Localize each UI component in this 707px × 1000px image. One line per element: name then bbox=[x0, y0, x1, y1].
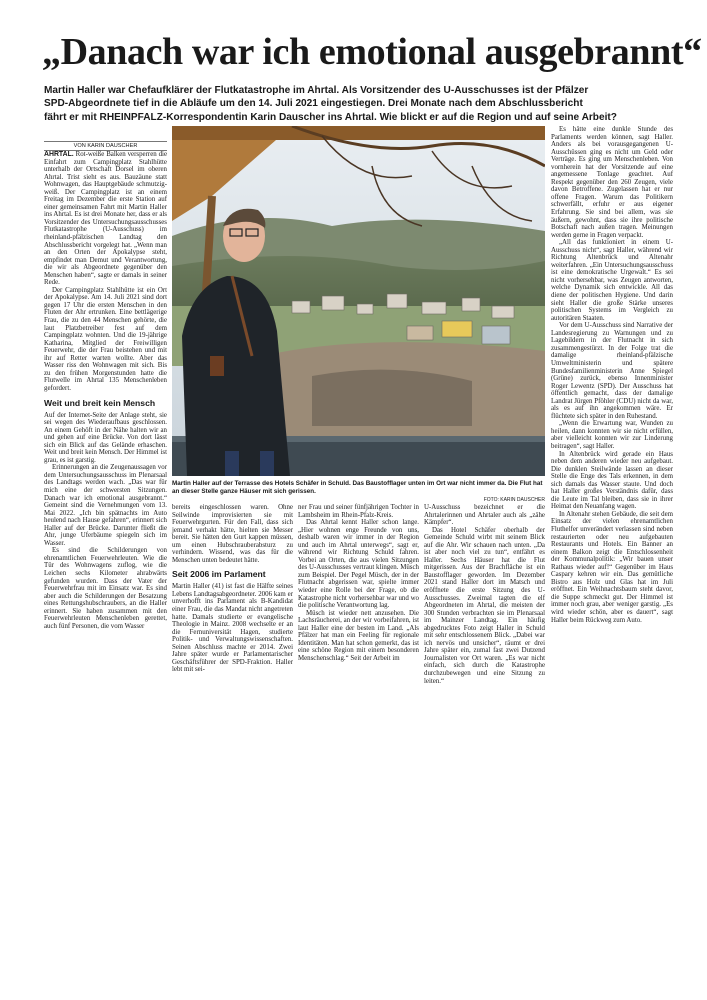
lead-line: SPD-Abgeordnete tief in die Abläufe um den 14. Juli 2021 eingestiegen. Drei Monate nach dem Abschlussbericht bbox=[44, 98, 583, 110]
article-photo bbox=[172, 126, 545, 476]
lead-line: fährt er mit RHEINPFALZ-Korrespondentin Karin Dauscher ins Ahrtal. Wie blickt er auf die Region und auf seine Arbeit? bbox=[44, 111, 617, 123]
article-column-3 bbox=[298, 504, 419, 662]
article-column-5 bbox=[551, 126, 673, 624]
paragraph: bereits eingeschlossen waren. Ohne Seilwinde improvisierten sie mit Feuerwehrgurten. Für den Fall, dass sich jemand verhakt hätte, hielten sie Messer bereit. Sie hätten den Gurt kappen müssen, um einen Hubschrauberabsturz zu verhindern. Wissend, was das für die Menschen unten bedeutet hätte. bbox=[172, 504, 293, 564]
paragraph: Martin Haller (41) ist fast die Hälfte seines Lebens Landtagsabgeordneter. 2006 kam er unverhofft ins Parlament als B-Kandidat einer Frau, die das Mandat nicht angetreten hatte. Damals studierte er evangelische Theologie in Mainz. 2008 wechselte er an die Fernuniversität Hagen, studierte Politik- und Verwaltungswissenschaften. Seinen Abschluss machte er 2014. Zwei Jahre später wurde er Parlamentarischer Geschäftsführer der SPD-Fraktion. Haller lebt mit sei- bbox=[172, 583, 293, 674]
dateline: AHRTAL. bbox=[44, 151, 74, 158]
subheading: Seit 2006 im Parlament bbox=[172, 569, 266, 580]
paragraph: ner Frau und seiner fünfjährigen Tochter in Lambsheim im Rhein-Pfalz-Kreis. bbox=[298, 504, 419, 519]
paragraph: „All das funktioniert in einem U-Ausschuss nicht“, sagt Haller, während wir Richtung Altenbrück und Altenahr weiterfahren. „Ein Untersuchungsausschuss ist eine demokratische Urgewalt.“ Es sei nicht vorhersehbar, was Zeugen antworten, welche Dynamik sich entwickle. All das diene der politischen Hygiene. Und darin sieht Haller die große Stärke unseres politischen Systems im Vergleich zu autoritären Staaten. bbox=[551, 239, 673, 322]
paragraph-text: Rot-weiße Balken versperren die Einfahrt zum Campingplatz Stahlhütte unterhalb der Ortschaft Dorsel im oberen Ahrtal. Trist sieht es aus. Bauzäune statt Wohnwagen, das Hauptgebäude schmutzig-weiß. Der Campingplatz ist an einem Freitag im Dezember die erste Station auf einer gemeinsamen Fahrt mit Martin Haller ins Ahrtal. Es ist drei Monate her, dass er als Vorsitzender des Untersuchungsausschusses Flutkatastrophe (U-Ausschuss) im rheinland-pfälzischen Landtag den Abschlussbericht vorgelegt hat. „Wenn man an den Orten der Apokalypse steht, empfindet man Demut und Verantwortung, die wir als Abgeordnete gegenüber den Menschen haben“, sagte er damals in seiner Rede. bbox=[44, 151, 167, 287]
paragraph: Vor dem U-Ausschuss sind Narrative der Landesregierung zu Warnungen und zu Lagebildern in der Flutnacht in sich zusammengestürzt. In der Folge trat die damalige rheinland-pfälzische Umweltministerin und spätere Bundesfamilienministerin Anne Spiegel (Grüne) zurück, ebenso Innenminister Roger Lewentz (SPD). Der Ausschuss hat öffentlich gemacht, dass der damalige Landrat Jürgen Pföhler (CDU) nicht da war, als es auf ihn angekommen wäre. Er flüchtete sich später in den Ruhestand. bbox=[551, 322, 673, 420]
paragraph: Der Campingplatz Stahlhütte ist ein Ort der Apokalypse. Am 14. Juli 2021 sind dort gegen 17 Uhr die ersten Menschen in den Fluten der Ahr ertrunken. Eine bettlägerige Frau, die zu den 44 Menschen gehörte, die laut Platzbetreiber fest auf dem Campingplatz wohnten. Und die 19-jährige Katharina, Mitglied der Freiwilligen Feuerwehr, die der Frau beistehen und mit ihr auf Retter warten wollte. Aber das Wasser riss den Wohnwagen mit sich. Bis zu den frühen Morgenstunden hatte die Flutwelle im Ahrtal 135 Menschenleben gefordert. bbox=[44, 286, 167, 392]
paragraph: Es hätte eine dunkle Stunde des Parlaments werden können, sagt Haller. Anders als bei vorausgegangenen U-Ausschüssen ging es nicht um Geld oder Verträge. Es ging um Menschenleben. Von vornherein hat der Vorsitzende auf eine angemessene Tonlage geachtet. Auf Respekt gegenüber den 260 Zeugen, viele davon Betroffene. Zugelassen hat er nur offene Fragen. Warum das Politikern schwerfällt, erfuhr er aus eigener Erfahrung. Sie sind bei allem, was sie äußern, gewohnt, dass sie ihre politische Botschaft nach außen tragen. Meinungen werden gerne in Fragen verpackt. bbox=[551, 126, 673, 239]
article-column-1 bbox=[44, 151, 167, 630]
paragraph: In Altenbrück wird gerade ein Haus neben dem anderen wieder neu aufgebaut. Die dunklen Steilwände lassen an dieser Stelle die Enge des Tals erkennen, in dem sich damals das Wasser staute. Und doch hat Haller großes Verständnis dafür, dass die Leute im Tal bleiben, dass sie in ihrer Heimat den Neuanfang wagen. bbox=[551, 450, 673, 511]
article-column-4 bbox=[424, 504, 545, 685]
paragraph: „Wenn die Erwartung war, Wunden zu heilen, dann konnten wir sie nicht erfüllen, aber vielleicht konnten wir zur Linderung beitragen“, sagt Haller. bbox=[551, 420, 673, 450]
paragraph: Das Ahrtal kennt Haller schon lange. „Hier wohnen enge Freunde von uns, deshalb waren wir immer in der Region und auch im Ahrtal unterwegs“, sagt er, während wir Richtung Schuld fahren. Vorbei an Orten, die aus vielen Sitzungen des U-Ausschusses vertraut klingen. Müsch zum Beispiel. Der Pegel Müsch, der in der Flutnacht abgerissen war, spielte immer wieder eine Rolle bei der Frage, ob die Katastrophe nicht vorhersehbar war und wo die politische Verantwortung lag. bbox=[298, 519, 419, 610]
headline: „Danach war ich emotional ausgebrannt“ bbox=[42, 31, 702, 73]
lead-paragraph bbox=[44, 84, 629, 124]
paragraph: Erinnerungen an die Zeugenaussagen vor dem Untersuchungsausschuss im Plenarsaal des Landtags werden wach. „Das war für mich eine der schwersten Sitzungen. Danach war ich emotional ausgebrannt.“ Gemeint sind die Vernehmungen vom 13. Mai 2022. „Ich bin spätnachts im Auto heulend nach Hause gefahren“, erinnert sich Haller auf der Brücke. Darunter fließt die Ahr, junge Uferbäume spiegeln sich im Wasser. bbox=[44, 464, 167, 547]
paragraph: Es sind die Schilderungen von ehrenamtlichen Feuerwehrleuten. Wie die Tür des Wohnwagens zuflog, wie die Leichen sechs Kilometer ahrabwärts gefunden wurden. Dass der Vater der Feuerwehrfrau mit im Einsatz war. Es sind aber auch die Schilderungen der Besatzung eines Rettungshubschraubers, an die Haller erinnert. Sie haben zusammen mit den Feuerwehrleuten Menschenleben gerettet, auch fünf Personen, die vom Wasser bbox=[44, 547, 167, 630]
paragraph bbox=[44, 151, 167, 287]
photo-terrace-haller bbox=[172, 126, 545, 476]
byline: VON KARIN DAUSCHER bbox=[44, 141, 167, 151]
lead-line: Martin Haller war Chefaufklärer der Flutkatastrophe im Ahrtal. Als Vorsitzender des U-Ausschusses ist der Pfälzer bbox=[44, 85, 589, 96]
photo-caption bbox=[172, 480, 545, 504]
paragraph: Auf der Internet-Seite der Anlage steht, sie sei wegen des Wiederaufbaus geschlossen. An einem Gehöft in der Nähe halten wir an und gehen auf eine Brücke. Von dort lässt sich ein Blick auf das Gelände erhaschen. Weit und breit kein Mensch. Der Himmel ist grau, es ist garstig. bbox=[44, 411, 167, 464]
paragraph: Müsch ist wieder nett anzusehen. Die Lachsräucherei, an der wir vorbeifahren, ist laut Haller eine der besten im Land. „Als Pfälzer hat man ein Feeling für regionale Identitäten. Man hat schon gemerkt, das ist eine schöne Region mit einem besonderen Menschenschlag.“ Seit der Arbeit im bbox=[298, 609, 419, 662]
caption-text: Martin Haller auf der Terrasse des Hotels Schäfer in Schuld. Das Baustofflager unten im Ort war nicht immer da. Die Flut hat an dieser Stelle ganze Häuser mit sich gerissen. bbox=[172, 480, 543, 496]
subheading: Weit und breit kein Mensch bbox=[44, 397, 156, 408]
paragraph: U-Ausschuss bezeichnet er die Ahrtalerinnen und Ahrtaler auch als „zähe Kämpfer“. bbox=[424, 504, 545, 527]
article-column-2 bbox=[172, 504, 293, 674]
paragraph: Das Hotel Schäfer oberhalb der Gemeinde Schuld wirbt mit seinem Blick auf die Ahr. Wir schauen nach unten. „Da ist aber noch viel zu tun“, entfährt es Haller. Sechs Häuser hat die Flut mitgerissen. Aus der Brachfläche ist ein Baustofflager geworden. Im Dezember 2021 stand Haller dort im Matsch und eröffnete die erste Sitzung des U-Ausschusses. Zweimal tagten die elf Abgeordneten im Ahrtal, die meisten der 300 Stunden verbrachten sie im Plenarsaal im Mainzer Landtag. Ein häufig abgedrucktes Foto zeigt Haller in Schuld mit sehr entschlossenem Blick. „Dabei war ich nervös und unsicher“, räumt er drei Jahre später ein, zumal fast zwei Dutzend Journalisten vor Ort waren. „Es war nicht einfach, sich durch die Katastrophe durchzubewegen und eine Sitzung zu leiten.“ bbox=[424, 526, 545, 685]
photo-credit: FOTO: KARIN DAUSCHER bbox=[483, 497, 545, 504]
paragraph: In Altenahr stehen Gebäude, die seit dem Einsatz der vielen ehrenamtlichen Fluthelfer unverändert verlassen sind neben restaurierten oder neu aufgebauten Restaurants und Hotels. Ein Banner an einem Balkon zeigt die Entschlossenheit der Kommunalpolitik: „Wir bauen unser Rathaus wieder auf!“ Gegenüber im Haus Caspary kehren wir ein. Das gemütliche Bistro aus Holz und Glas hat im Juli eröffnet. Ein Weihnachtsbaum steht davor, die Suppe schmeckt gut. Der Himmel ist immer noch grau, aber weniger garstig. „Es wird wieder schön, aber es dauert“, sagt Haller beim Rückweg zum Auto. bbox=[551, 510, 673, 624]
